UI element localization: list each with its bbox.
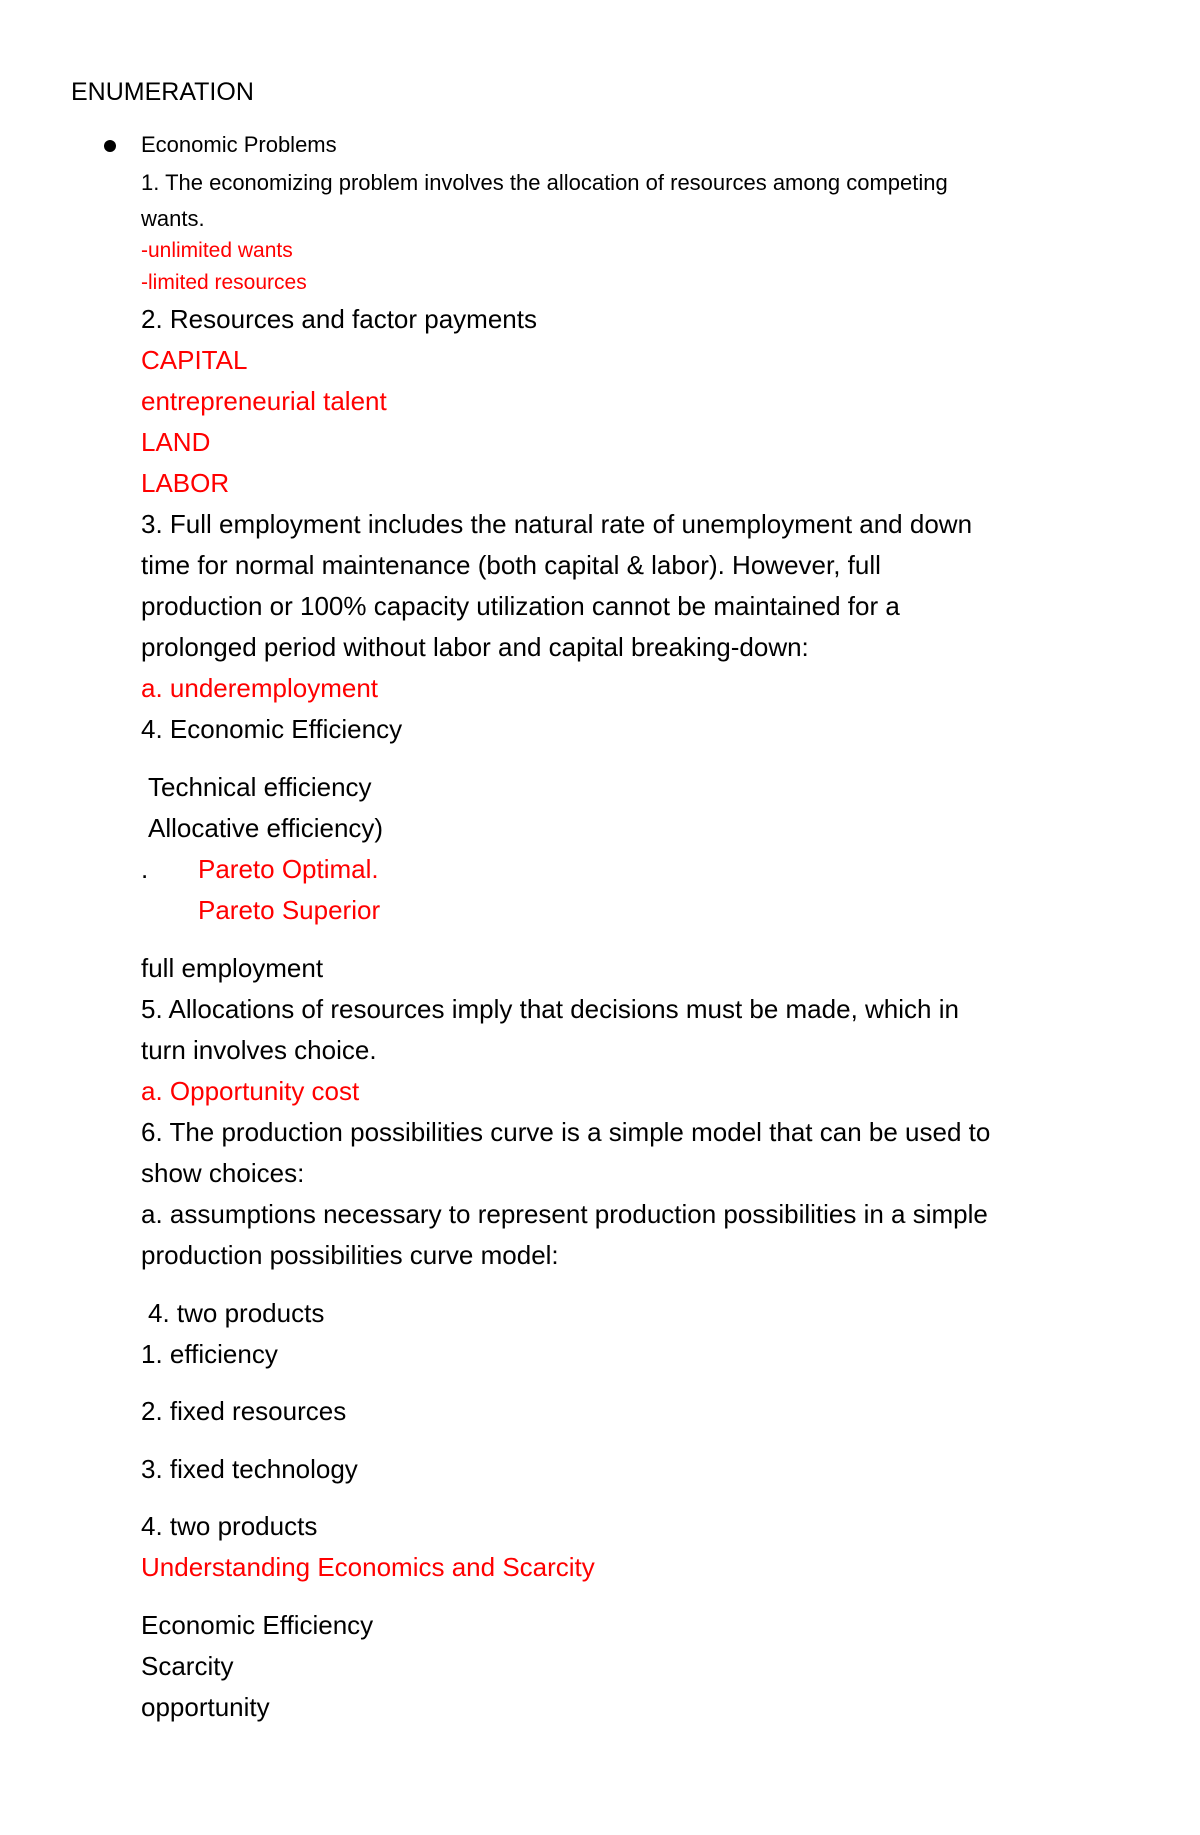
item1-line1: 1. The economizing problem involves the allocation of resources among competing [141, 170, 948, 195]
assumption-two-products-top: 4. two products [148, 1298, 325, 1328]
closing-scarcity: Scarcity [141, 1651, 234, 1681]
item2-heading: 2. Resources and factor payments [141, 304, 537, 334]
item3-line4: prolonged period without labor and capital breaking-down: [141, 632, 809, 662]
item1-line2: wants. [141, 206, 205, 231]
bullet-icon [104, 140, 116, 152]
full-employment: full employment [141, 953, 324, 983]
item4-allocative: Allocative efficiency) [148, 813, 384, 843]
assumption-fixed-technology: 3. fixed technology [141, 1454, 358, 1484]
item3-line1: 3. Full employment includes the natural rate of unemployment and down [141, 509, 973, 539]
item2-sub-entrepreneurial: entrepreneurial talent [141, 386, 387, 416]
closing-opportunity: opportunity [141, 1692, 270, 1722]
item5-line2: turn involves choice. [141, 1035, 377, 1065]
section-heading: Understanding Economics and Scarcity [141, 1552, 595, 1582]
item6-line4: production possibilities curve model: [141, 1240, 559, 1270]
assumption-fixed-resources: 2. fixed resources [141, 1396, 347, 1426]
item4-pareto-superior: Pareto Superior [198, 895, 381, 925]
document-title: ENUMERATION [71, 78, 254, 106]
assumption-two-products: 4. two products [141, 1511, 318, 1541]
item2-sub-capital: CAPITAL [141, 345, 248, 375]
item3-line3: production or 100% capacity utilization cannot be maintained for a [141, 591, 900, 621]
item6-line1: 6. The production possibilities curve is a simple model that can be used to [141, 1117, 991, 1147]
item1-sub1: -unlimited wants [141, 239, 293, 262]
item5-line1: 5. Allocations of resources imply that decisions must be made, which in [141, 994, 959, 1024]
item2-sub-labor: LABOR [141, 468, 230, 498]
item3-line2: time for normal maintenance (both capital & labor). However, full [141, 550, 881, 580]
item4-dot: . [141, 854, 149, 884]
item3-sub: a. underemployment [141, 673, 379, 703]
closing-economic-efficiency: Economic Efficiency [141, 1610, 374, 1640]
item2-sub-land: LAND [141, 427, 211, 457]
item6-line2: show choices: [141, 1158, 305, 1188]
item4-technical: Technical efficiency [148, 772, 372, 802]
item4-heading: 4. Economic Efficiency [141, 714, 403, 744]
item1-sub2: -limited resources [141, 271, 307, 294]
bullet-heading: Economic Problems [141, 132, 337, 157]
item4-pareto-optimal: Pareto Optimal. [198, 854, 379, 884]
item5-sub: a. Opportunity cost [141, 1076, 360, 1106]
item6-line3: a. assumptions necessary to represent production possibilities in a simple [141, 1199, 988, 1229]
assumption-efficiency: 1. efficiency [141, 1339, 278, 1369]
